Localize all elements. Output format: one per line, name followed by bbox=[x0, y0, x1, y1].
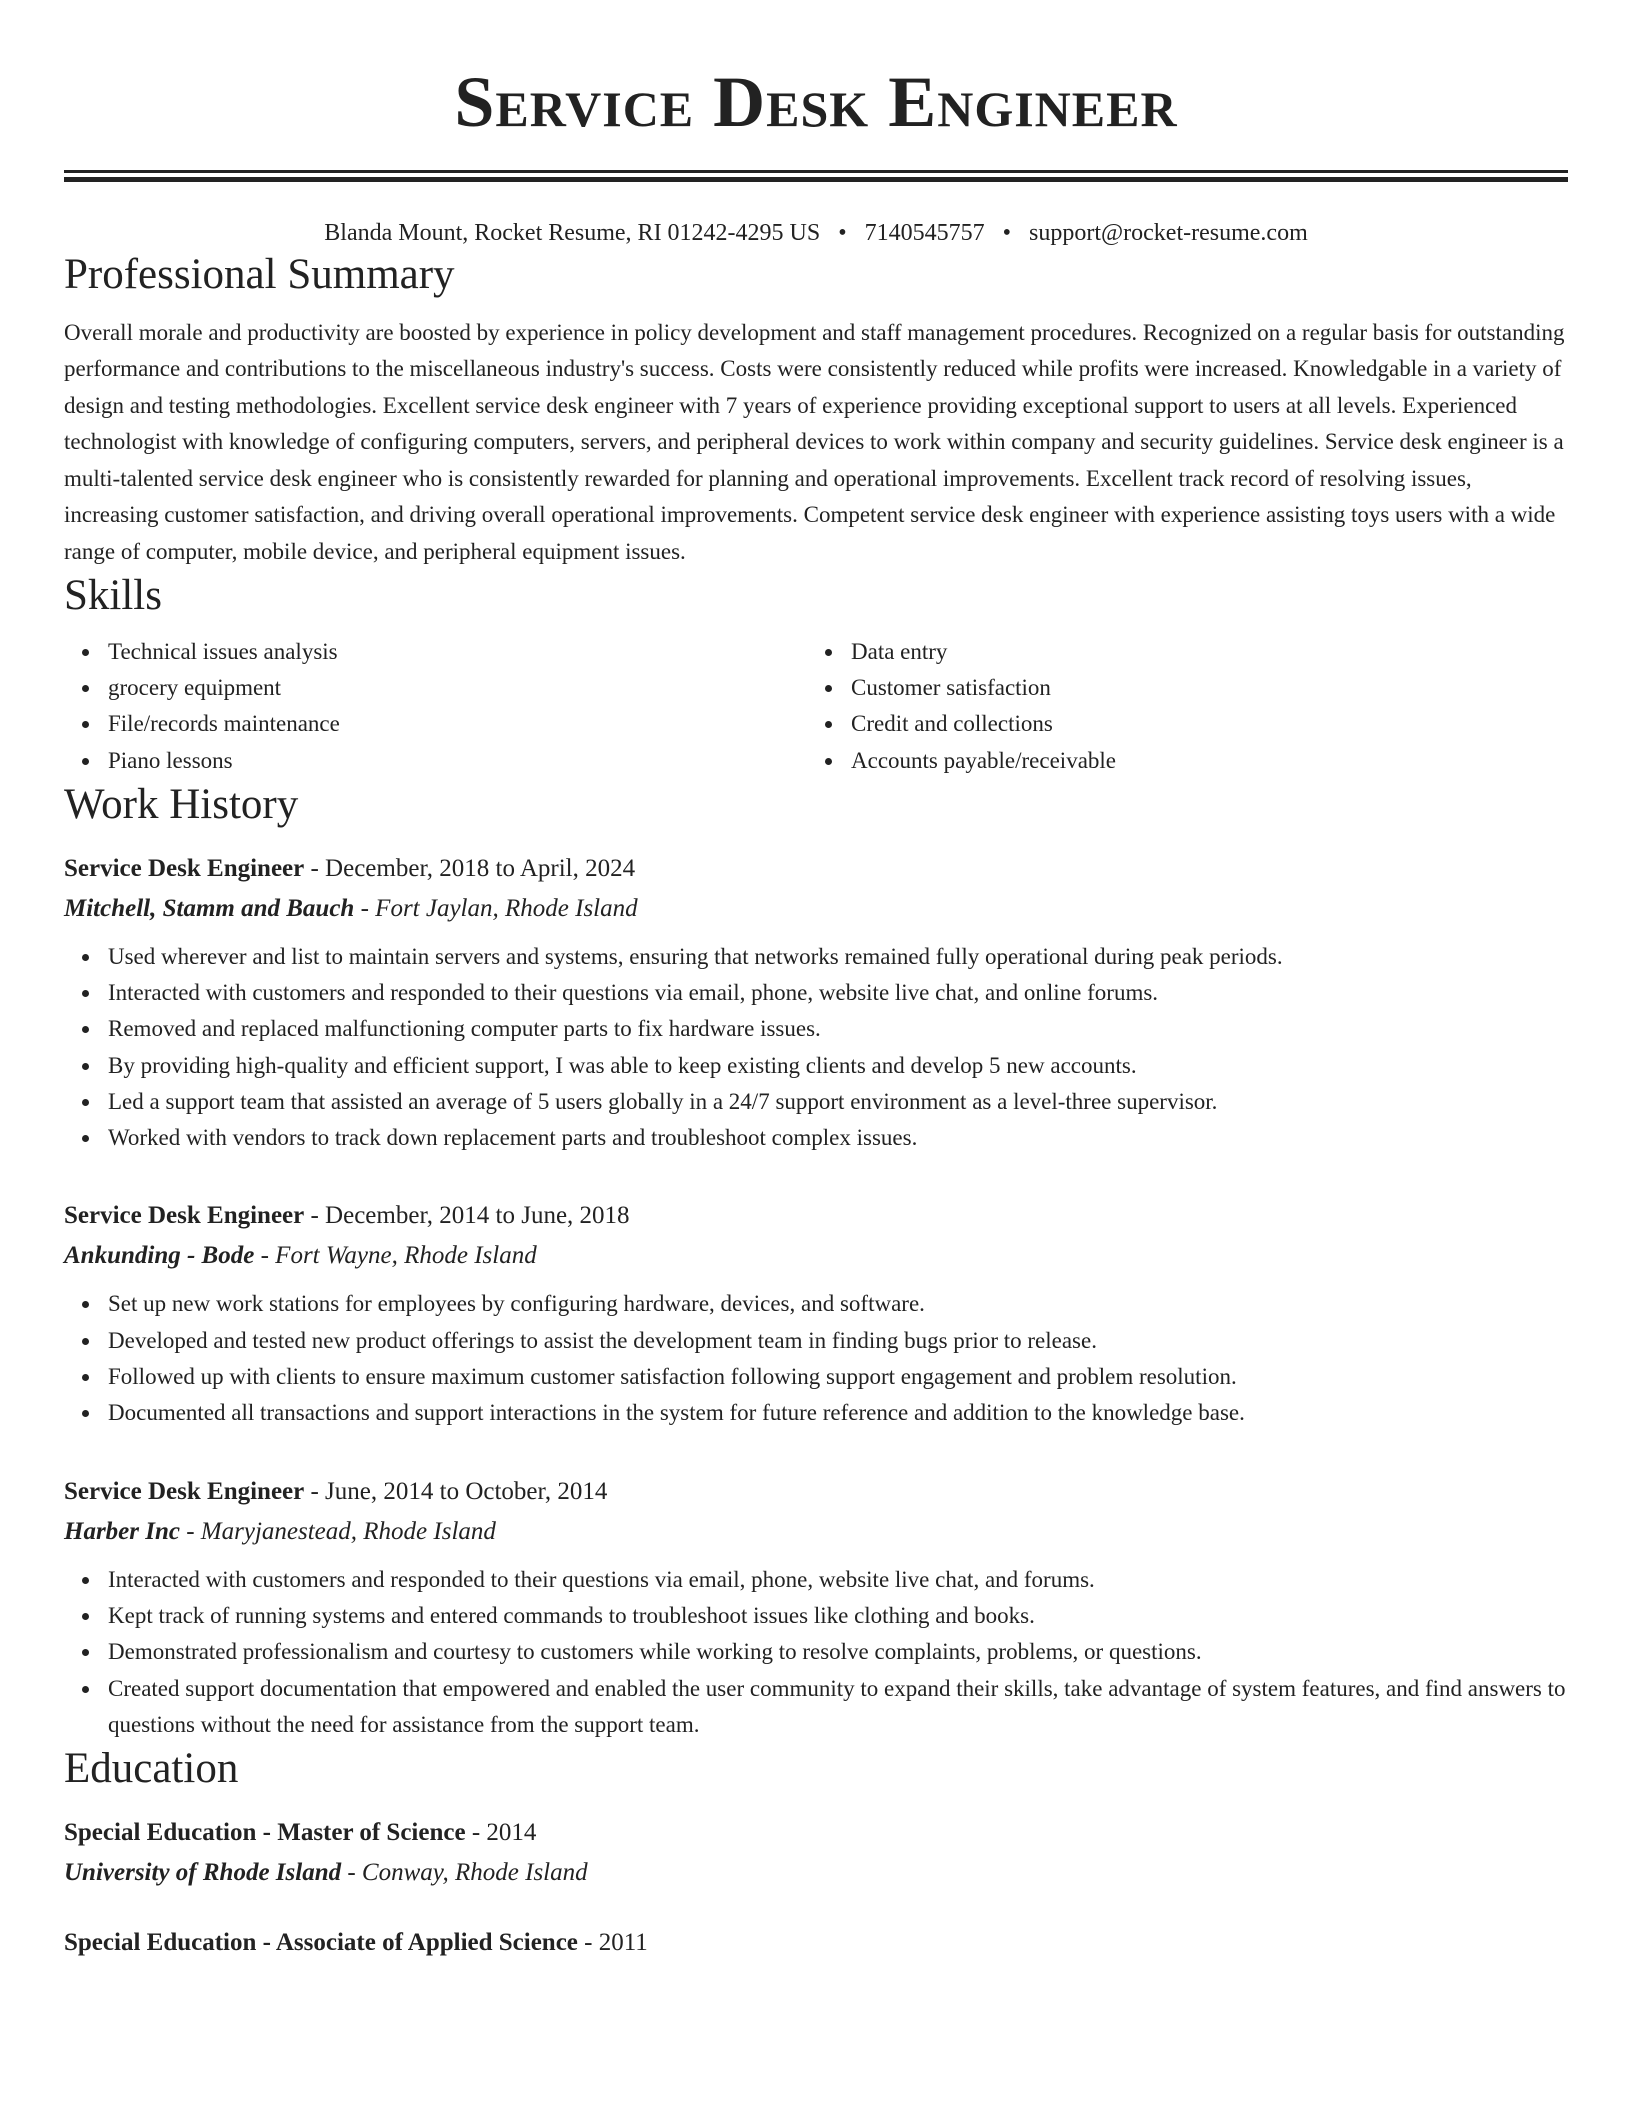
education-header bbox=[64, 1923, 1568, 1963]
duty-item bbox=[64, 1359, 1568, 1395]
duty-item bbox=[64, 975, 1568, 1011]
bullet-dot bbox=[82, 758, 89, 765]
bullet-dot bbox=[825, 758, 832, 765]
job-duties bbox=[64, 1286, 1568, 1431]
skill-label: Credit and collections bbox=[851, 711, 1053, 737]
duty-text: Removed and replaced malfunctioning computer parts to fix hardware issues. bbox=[108, 1016, 821, 1042]
skill-item bbox=[64, 743, 807, 779]
skill-label: Accounts payable/receivable bbox=[851, 747, 1117, 773]
job-company: Mitchell, Stamm and Bauch bbox=[64, 894, 355, 922]
duty-text: Documented all transactions and support interactions in the system for future reference and addition to the knowledge base. bbox=[108, 1400, 1245, 1426]
bullet-dot bbox=[82, 1026, 89, 1033]
education-entry bbox=[64, 1813, 1568, 1893]
summary-heading: Professional Summary bbox=[64, 251, 455, 299]
skill-item bbox=[807, 706, 1550, 742]
job-dates: - June, 2014 to October, 2014 bbox=[304, 1477, 608, 1505]
skill-label: File/records maintenance bbox=[108, 711, 340, 737]
bullet-dot bbox=[82, 1686, 89, 1693]
duty-item bbox=[64, 1395, 1568, 1431]
education-header bbox=[64, 1813, 1568, 1853]
job-employer bbox=[64, 1512, 1568, 1552]
bullet-dot bbox=[82, 685, 89, 692]
job-entry bbox=[64, 1196, 1568, 1431]
contact-separator: • bbox=[1002, 220, 1012, 246]
skills-column-left bbox=[64, 634, 807, 779]
job-location: - Fort Jaylan, Rhode Island bbox=[354, 894, 638, 922]
duty-item bbox=[64, 1634, 1568, 1670]
job-entry bbox=[64, 1472, 1568, 1743]
bullet-dot bbox=[825, 685, 832, 692]
duty-text: Set up new work stations for employees by configuring hardware, devices, and software. bbox=[108, 1291, 925, 1317]
skill-item bbox=[807, 743, 1550, 779]
education-degree: Special Education - Associate of Applied Science bbox=[64, 1928, 578, 1956]
skills-list bbox=[64, 634, 1568, 779]
education-degree: Special Education - Master of Science bbox=[64, 1818, 466, 1846]
contact-phone: 7140545757 bbox=[864, 220, 985, 246]
bullet-dot bbox=[82, 954, 89, 961]
bullet-dot bbox=[82, 1301, 89, 1308]
duty-text: Demonstrated professionalism and courtesy to customers while working to resolve complaints, problems, or questions. bbox=[108, 1639, 1202, 1665]
duty-text: Used wherever and list to maintain servers and systems, ensuring that networks remained fully operational during peak periods. bbox=[108, 943, 1283, 969]
job-title: Service Desk Engineer bbox=[64, 1477, 305, 1505]
skill-item bbox=[64, 634, 807, 670]
skill-label: Customer satisfaction bbox=[851, 675, 1051, 701]
job-employer bbox=[64, 1236, 1568, 1276]
job-entry bbox=[64, 849, 1568, 1157]
duty-item bbox=[64, 1323, 1568, 1359]
duty-text: Kept track of running systems and entered commands to troubleshoot issues like clothing and books. bbox=[108, 1602, 1035, 1628]
education-school: University of Rhode Island bbox=[64, 1858, 342, 1886]
job-duties bbox=[64, 939, 1568, 1157]
bullet-dot bbox=[82, 1135, 89, 1142]
bullet-dot bbox=[825, 649, 832, 656]
work-history-heading: Work History bbox=[64, 781, 299, 829]
skill-label: Data entry bbox=[851, 638, 948, 664]
bullet-dot bbox=[82, 1649, 89, 1656]
contact-separator: • bbox=[838, 220, 847, 246]
header-divider bbox=[64, 170, 1568, 182]
skill-item bbox=[807, 670, 1550, 706]
bullet-dot bbox=[82, 721, 89, 728]
bullet-dot bbox=[82, 1410, 89, 1417]
duty-text: Worked with vendors to track down replacement parts and troubleshoot complex issues. bbox=[108, 1125, 918, 1151]
job-title: Service Desk Engineer bbox=[64, 854, 305, 882]
contact-line bbox=[64, 218, 1568, 249]
education-year: - 2011 bbox=[577, 1928, 648, 1956]
duty-item bbox=[64, 1120, 1568, 1156]
resume-name: Service Desk Engineer bbox=[454, 62, 1178, 142]
skill-label: Piano lessons bbox=[108, 747, 233, 773]
duty-text: Interacted with customers and responded to their questions via email, phone, website live chat, and online forums. bbox=[108, 979, 1159, 1005]
duty-text: By providing high-quality and efficient support, I was able to keep existing clients and develop 5 new accounts. bbox=[108, 1052, 1137, 1078]
education-institution bbox=[64, 1853, 1568, 1893]
job-employer bbox=[64, 889, 1568, 929]
job-dates: - December, 2018 to April, 2024 bbox=[304, 854, 636, 882]
bullet-dot bbox=[82, 1063, 89, 1070]
skill-item bbox=[64, 706, 807, 742]
bullet-dot bbox=[82, 1099, 89, 1106]
duty-text: Developed and tested new product offerings to assist the development team in finding bugs prior to release. bbox=[108, 1327, 1097, 1353]
job-header bbox=[64, 1196, 1568, 1236]
duty-text: Interacted with customers and responded to their questions via email, phone, website live chat, and forums. bbox=[108, 1566, 1095, 1592]
duty-item bbox=[64, 1286, 1568, 1322]
bullet-dot bbox=[82, 1338, 89, 1345]
bullet-dot bbox=[825, 721, 832, 728]
job-company: Harber Inc bbox=[64, 1517, 180, 1545]
bullet-dot bbox=[82, 990, 89, 997]
duty-text: Followed up with clients to ensure maximum customer satisfaction following support engagement and problem resolution. bbox=[108, 1364, 1237, 1390]
duty-item bbox=[64, 1048, 1568, 1084]
duty-text: Led a support team that assisted an average of 5 users globally in a 24/7 support environment as a level-three supervisor. bbox=[108, 1088, 1218, 1114]
contact-email: support@rocket-resume.com bbox=[1029, 220, 1308, 246]
skill-label: grocery equipment bbox=[108, 675, 282, 701]
job-location: - Fort Wayne, Rhode Island bbox=[254, 1242, 537, 1270]
duty-item bbox=[64, 1562, 1568, 1598]
duty-item bbox=[64, 939, 1568, 975]
skills-heading: Skills bbox=[64, 572, 162, 620]
job-company: Ankunding - Bode bbox=[64, 1242, 255, 1270]
job-location: - Maryjanestead, Rhode Island bbox=[179, 1517, 496, 1545]
duty-item bbox=[64, 1011, 1568, 1047]
education-year: - 2014 bbox=[465, 1818, 537, 1846]
education-heading: Education bbox=[64, 1745, 239, 1793]
duty-item bbox=[64, 1598, 1568, 1634]
job-header bbox=[64, 1472, 1568, 1512]
summary-text: Overall morale and productivity are boosted by experience in policy development and staff management procedures. Recognized on a regular basis for outstanding performance and contributions to the miscellaneous industry's success. Costs were consistently reduced while profits were increased. Knowledgable in a variety of design and testing methodologies. Excellent service desk engineer with 7 years of experience providing exceptional support to users at all levels. Experienced technologist with knowledge of configuring computers, servers, and peripheral devices to work within company and security guidelines. Service desk engineer is a multi-talented service desk engineer who is consistently rewarded for planning and operational improvements. Excellent track record of resolving issues, increasing customer satisfaction, and driving overall operational improvements. Competent service desk engineer with experience assisting toys users with a wide range of computer, mobile device, and peripheral equipment issues. bbox=[64, 319, 1565, 564]
education-location: - Conway, Rhode Island bbox=[341, 1858, 588, 1886]
skill-item bbox=[64, 670, 807, 706]
skills-column-right bbox=[807, 634, 1550, 779]
bullet-dot bbox=[82, 1374, 89, 1381]
duty-item bbox=[64, 1671, 1568, 1744]
bullet-dot bbox=[82, 1613, 89, 1620]
education-entry bbox=[64, 1923, 1568, 1963]
job-dates: - December, 2014 to June, 2018 bbox=[304, 1202, 630, 1230]
job-duties bbox=[64, 1562, 1568, 1743]
bullet-dot bbox=[82, 1577, 89, 1584]
job-header bbox=[64, 849, 1568, 889]
duty-text: Created support documentation that empowered and enabled the user community to expand their skills, take advantage of system features, and find answers to questions without the need for assistance from the support team. bbox=[108, 1675, 1566, 1737]
bullet-dot bbox=[82, 649, 89, 656]
skill-label: Technical issues analysis bbox=[108, 638, 338, 664]
job-title: Service Desk Engineer bbox=[64, 1202, 305, 1230]
contact-address: Blanda Mount, Rocket Resume, RI 01242-4295 US bbox=[324, 220, 821, 246]
skill-item bbox=[807, 634, 1550, 670]
duty-item bbox=[64, 1084, 1568, 1120]
